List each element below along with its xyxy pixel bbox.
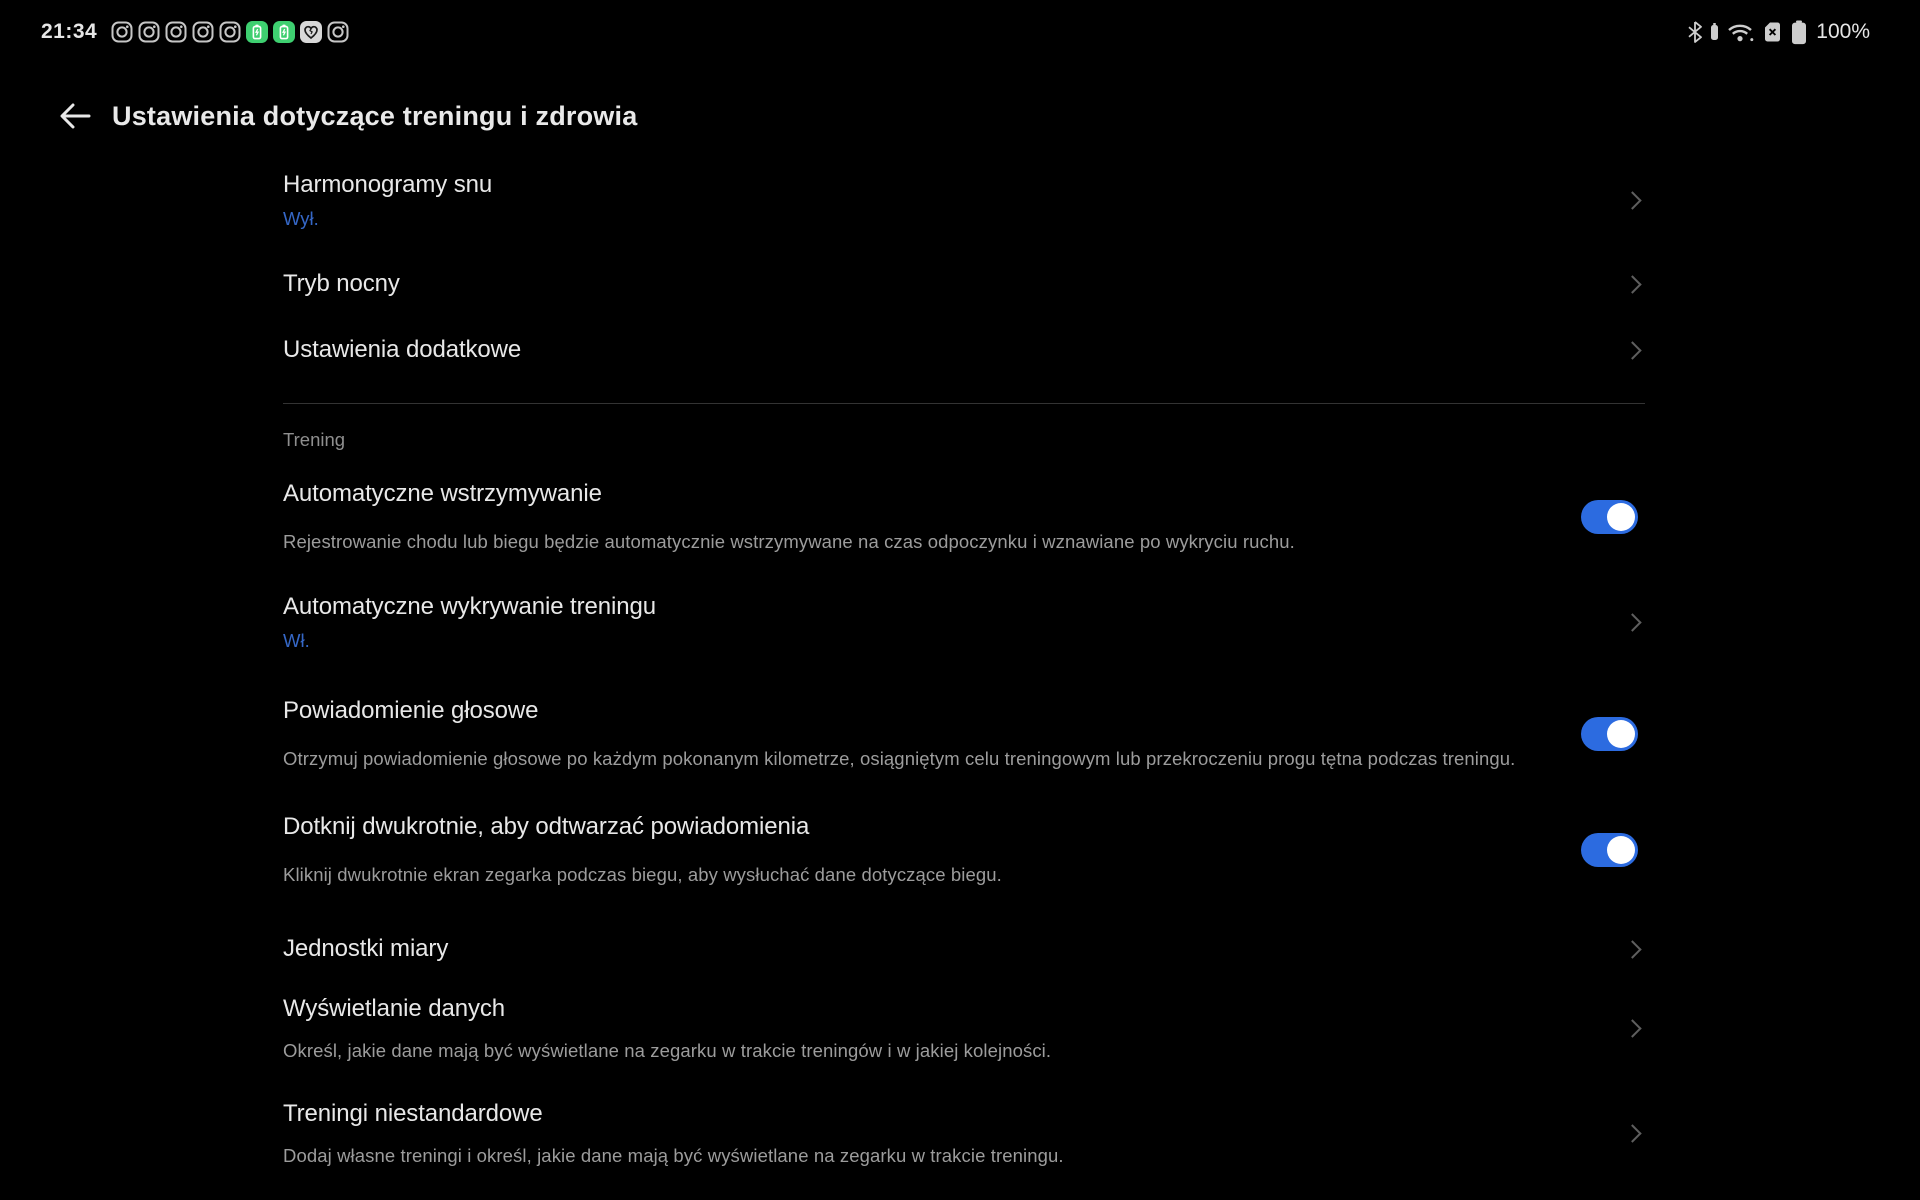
item-description: Otrzymuj powiadomienie głosowe po każdym pokonanym kilometrze, osiągniętym celu treningowym lub przekroczeniu progu tętna podczas treningu.	[283, 748, 1516, 769]
item-title: Powiadomienie głosowe	[283, 697, 539, 724]
item-title: Dotknij dwukrotnie, aby odtwarzać powiadomienia	[283, 813, 810, 840]
item-description: Rejestrowanie chodu lub biegu będzie automatycznie wstrzymywane na czas odpoczynku i wznawiane po wykryciu ruchu.	[283, 531, 1295, 552]
bluetooth-device-battery-icon	[1711, 25, 1718, 40]
notification-icons	[111, 21, 349, 43]
settings-list	[283, 151, 1645, 1168]
toggle-switch[interactable]	[1581, 717, 1638, 751]
item-title: Tryb nocny	[283, 270, 400, 297]
title-bar	[55, 96, 1865, 136]
battery-charging-app-icon	[246, 21, 268, 43]
back-arrow-icon	[55, 97, 93, 135]
list-item-measurement-units[interactable]	[283, 934, 1645, 964]
bluetooth-icon	[1688, 21, 1702, 43]
item-title: Ustawienia dodatkowe	[283, 336, 522, 363]
item-title: Treningi niestandardowe	[283, 1100, 543, 1127]
list-item-double-tap-notifications[interactable]	[283, 812, 1645, 887]
divider	[283, 403, 1645, 404]
chevron-right-icon	[1623, 940, 1641, 958]
chevron-right-icon	[1623, 191, 1641, 209]
item-title: Harmonogramy snu	[283, 171, 493, 198]
item-title: Jednostki miary	[283, 935, 449, 962]
item-title: Automatyczne wykrywanie treningu	[283, 593, 656, 620]
list-item-auto-pause[interactable]	[283, 479, 1645, 554]
list-item-auto-workout-detection[interactable]	[283, 592, 1645, 653]
camera-app-icon	[219, 21, 241, 43]
camera-app-icon	[111, 21, 133, 43]
status-bar	[0, 0, 1920, 52]
item-description: Dodaj własne treningi i określ, jakie dane mają być wyświetlane na zegarku w trakcie treningu.	[283, 1145, 1064, 1166]
item-title: Wyświetlanie danych	[283, 995, 505, 1022]
toggle-switch[interactable]	[1581, 500, 1638, 534]
page-title: Ustawienia dotyczące treningu i zdrowia	[112, 100, 638, 131]
chevron-right-icon	[1623, 341, 1641, 359]
camera-app-icon	[192, 21, 214, 43]
heart-health-app-icon	[300, 21, 322, 43]
camera-app-icon	[165, 21, 187, 43]
back-button[interactable]	[55, 97, 93, 135]
chevron-right-icon	[1623, 275, 1641, 293]
battery-icon	[1791, 20, 1807, 45]
battery-charging-app-icon	[273, 21, 295, 43]
list-item-data-display[interactable]	[283, 994, 1645, 1063]
toggle-switch[interactable]	[1581, 833, 1638, 867]
list-item-night-mode[interactable]	[283, 269, 1645, 299]
list-item-sleep-schedules[interactable]	[283, 170, 1645, 231]
item-value: Wył.	[283, 208, 319, 229]
camera-app-icon	[138, 21, 160, 43]
chevron-right-icon	[1623, 1124, 1641, 1142]
wifi-icon	[1727, 21, 1754, 43]
list-item-additional-settings[interactable]	[283, 335, 1645, 365]
no-sim-icon	[1763, 21, 1782, 43]
item-value: Wł.	[283, 630, 310, 651]
item-title: Automatyczne wstrzymywanie	[283, 480, 602, 507]
clock: 21:34	[41, 20, 98, 43]
list-item-custom-workouts[interactable]	[283, 1099, 1645, 1168]
list-item-voice-notification[interactable]	[283, 696, 1645, 771]
item-description: Kliknij dwukrotnie ekran zegarka podczas biegu, aby wysłuchać dane dotyczące biegu.	[283, 864, 1002, 885]
chevron-right-icon	[1623, 1019, 1641, 1037]
section-label-training: Trening	[283, 429, 346, 450]
battery-percent: 100%	[1816, 20, 1870, 43]
camera-app-icon	[327, 21, 349, 43]
item-description: Określ, jakie dane mają być wyświetlane na zegarku w trakcie treningów i w jakiej kolejności.	[283, 1040, 1052, 1061]
chevron-right-icon	[1623, 613, 1641, 631]
